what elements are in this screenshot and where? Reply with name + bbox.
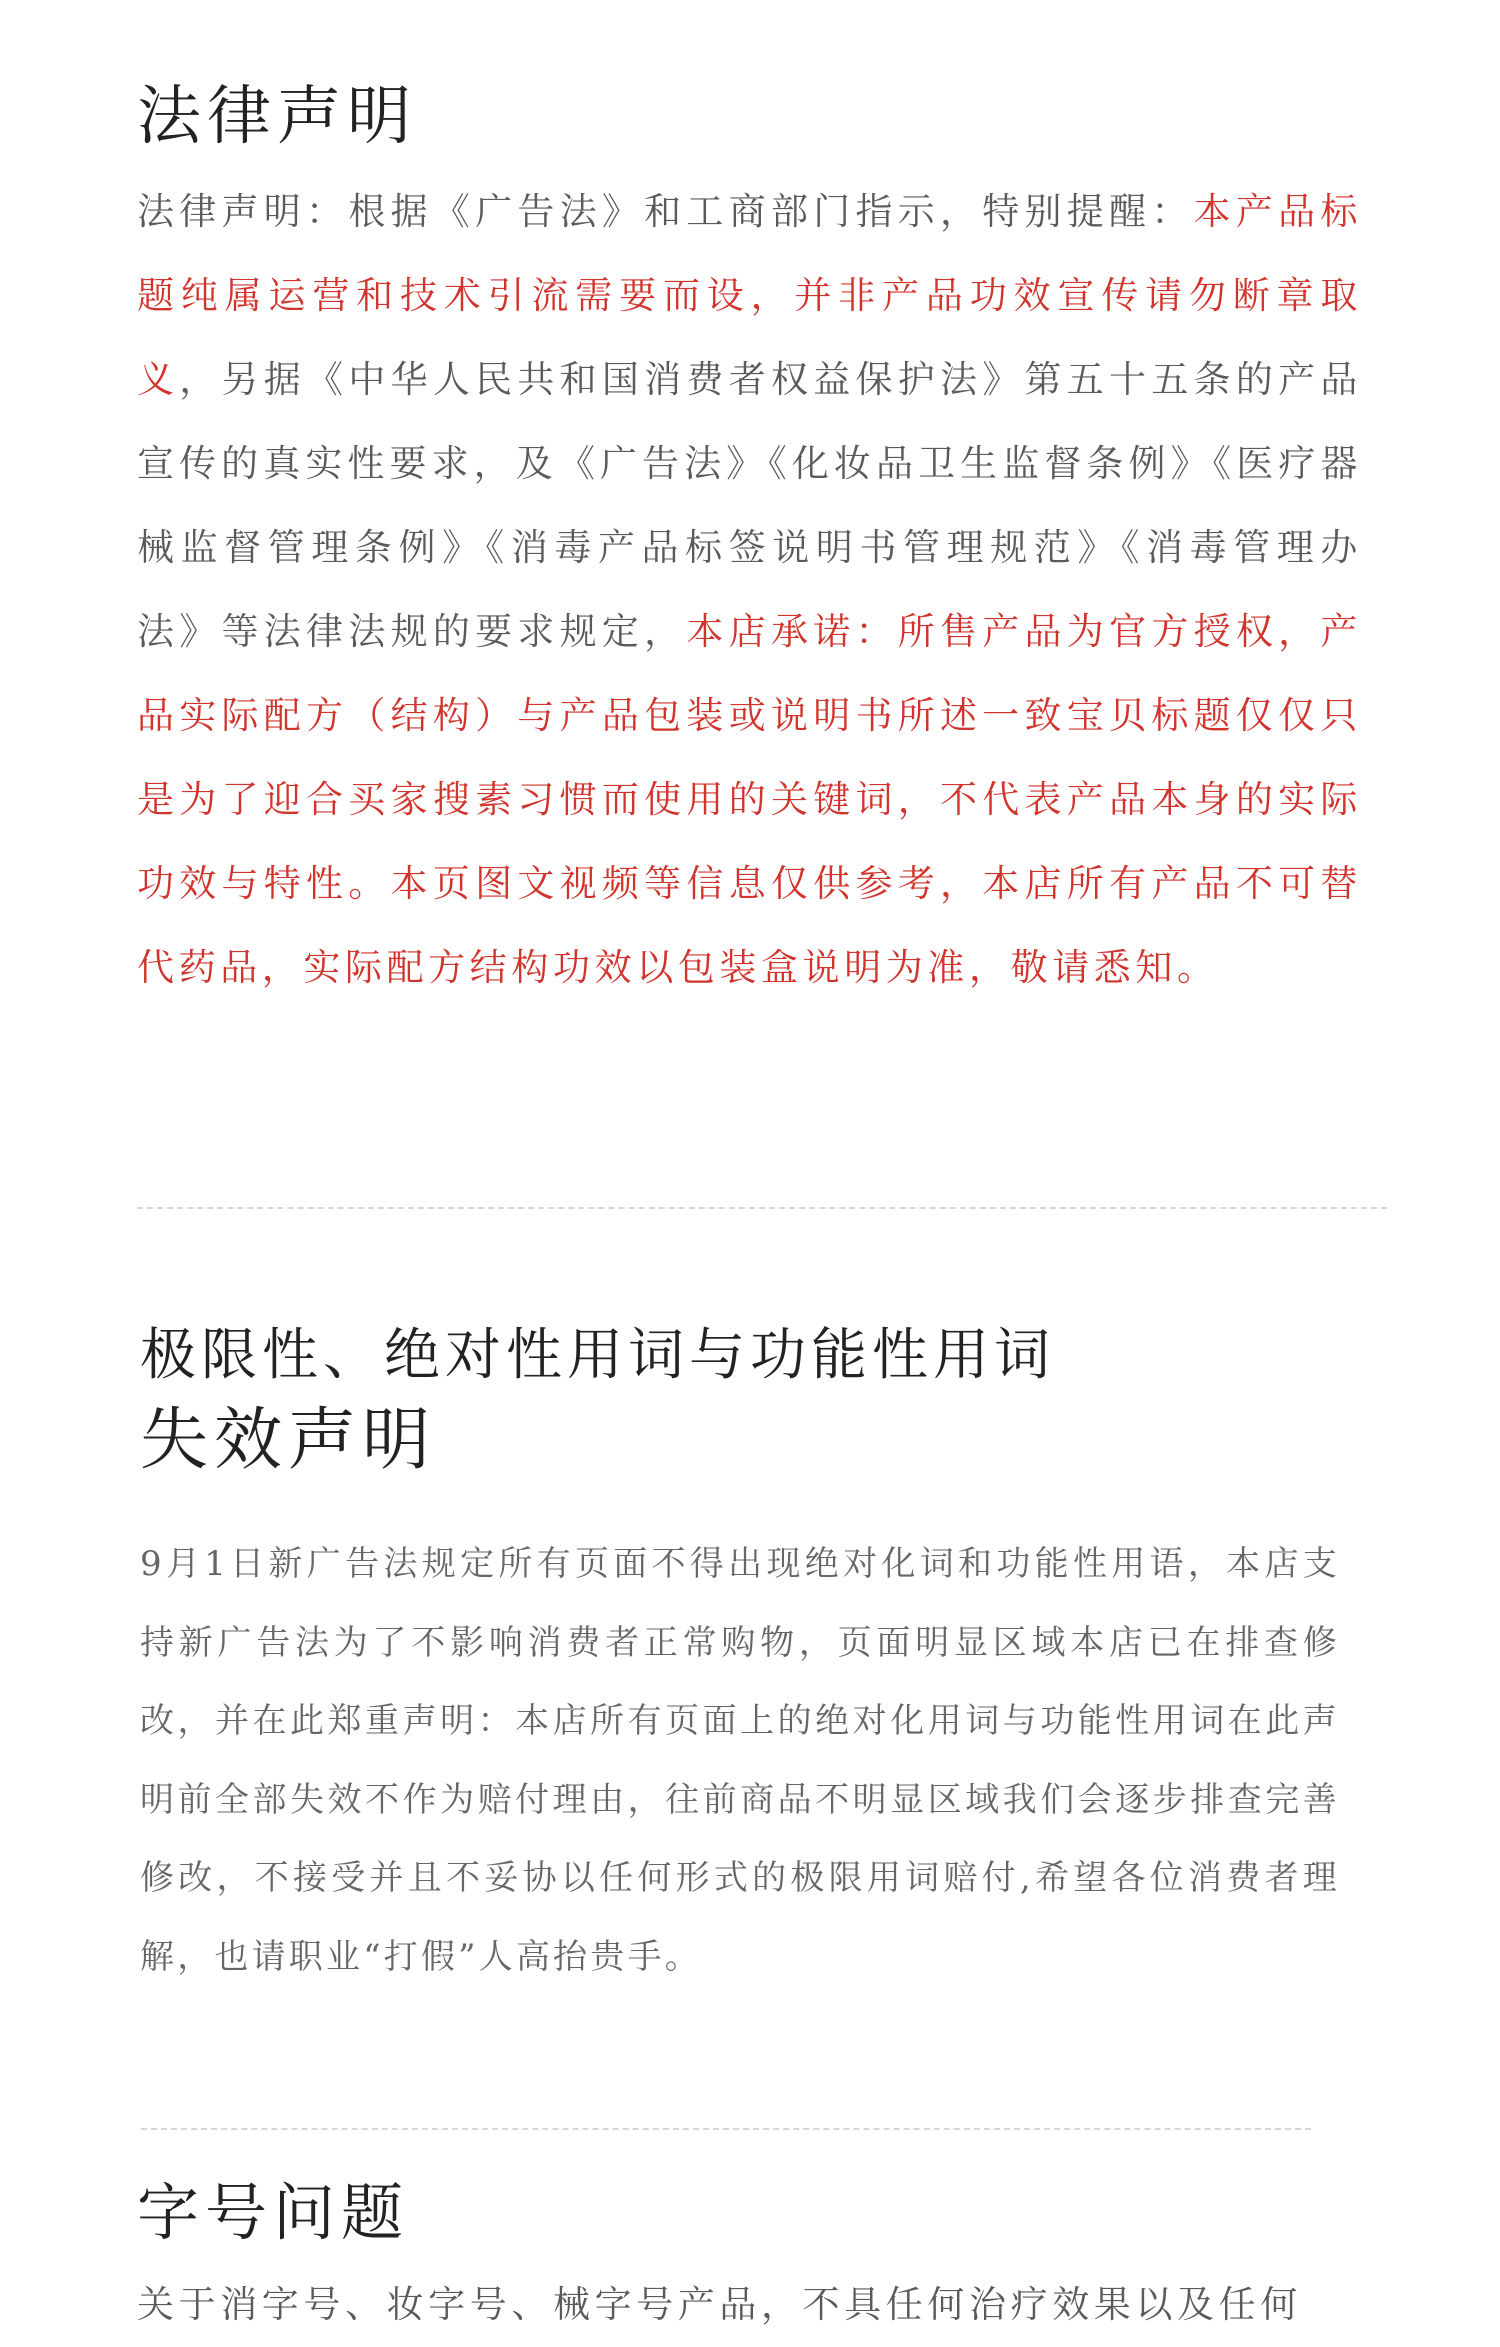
invalid-words-title-line2: 失效声明: [140, 1401, 437, 1480]
legal-text-red-2: 本店承诺：所售产品为官方授权，产品实际配方（结构）与产品包装或说明书所述一致宝贝标题仅仅只是为了迎合买家搜素习惯而使用的关键词，不代表产品本身的实际功效与特性。本页图文视频等信息仅供参考，本店所有产品不可替代药品，实际配方结构功效以包装盒说明为准，敬请悉知。: [137, 610, 1362, 989]
legal-statement-paragraph: [137, 170, 1362, 1010]
legal-text-normal-2: ，另据《中华人民共和国消费者权益保护法》第五十五条的产品宣传的真实性要求，及《广告法》《化妆品卫生监督条例》《医疗器械监督管理条例》《消毒产品标签说明书管理规范》《消毒管理办法》等法律法规的要求规定，: [137, 358, 1362, 653]
font-size-title: 字号问题: [137, 2176, 410, 2249]
invalid-words-title-line1: 极限性、绝对性用词与功能性用词: [140, 1323, 1055, 1388]
legal-text-red-1: 本产品标题纯属运营和技术引流需要而设，并非产品功效宣传请勿断章取义: [137, 190, 1363, 401]
section-divider: [141, 2128, 1311, 2130]
legal-text-normal-1: 法律声明：根据《广告法》和工商部门指示，特别提醒：: [137, 190, 1194, 233]
invalid-words-paragraph: 9月1日新广告法规定所有页面不得出现绝对化词和功能性用语，本店支持新广告法为了不影响消费者正常购物，页面明显区域本店已在排查修改，并在此郑重声明：本店所有页面上的绝对化用词与功能性用词在此声明前全部失效不作为赔付理由，往前商品不明显区域我们会逐步排查完善修改，不接受并且不妥协以任何形式的极限用词赔付,希望各位消费者理解，也请职业“打假”人高抬贵手。: [140, 1544, 1340, 1977]
legal-statement-section: [137, 72, 1362, 1010]
section-divider: [137, 1207, 1387, 1209]
invalid-words-section: [140, 1315, 1340, 1996]
legal-statement-title: 法律声明: [137, 80, 417, 154]
font-size-paragraph: 关于消字号、妆字号、械字号产品，不具任何治疗效果以及任何: [137, 2283, 1302, 2326]
font-size-section: [137, 2165, 1362, 2347]
